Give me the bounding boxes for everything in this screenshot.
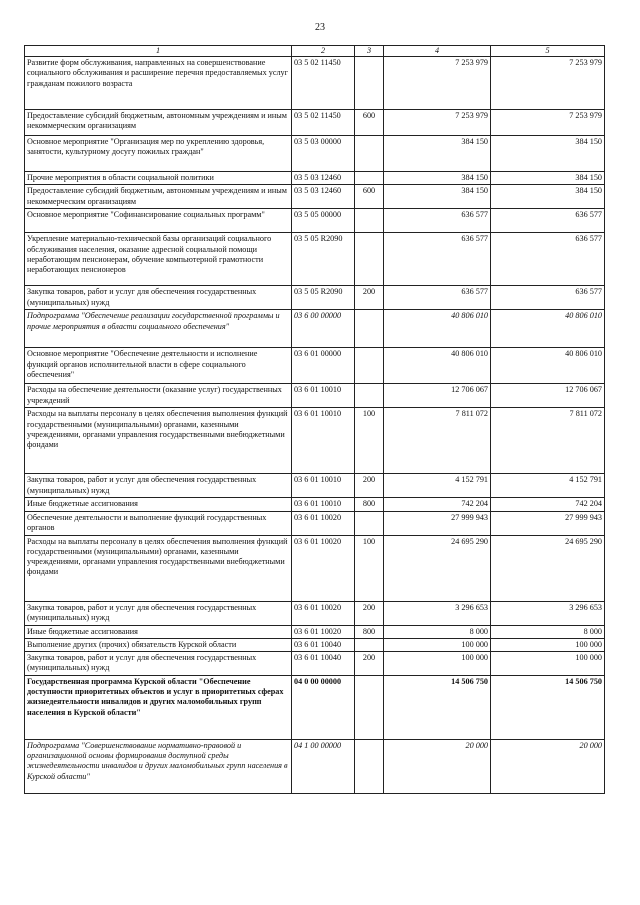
row-amount-1: 14 506 750 xyxy=(384,676,491,740)
row-name: Предоставление субсидий бюджетным, автономным учреждениям и иным некоммерческим организациям xyxy=(25,110,292,136)
row-name: Прочие мероприятия в области социальной политики xyxy=(25,172,292,185)
row-name: Расходы на выплаты персоналу в целях обеспечения выполнения функций государственными (муниципальными) органами, казенными учреждениями, органами управления государственными внебюджетными фондами xyxy=(25,535,292,601)
row-amount-1: 8 000 xyxy=(384,625,491,638)
row-amount-2: 384 150 xyxy=(491,172,605,185)
row-amount-1: 3 296 653 xyxy=(384,601,491,625)
row-code: 03 6 01 10010 xyxy=(292,408,355,474)
row-expense-type xyxy=(355,172,384,185)
row-amount-1: 20 000 xyxy=(384,740,491,794)
row-code: 03 5 05 R2090 xyxy=(292,233,355,286)
row-name: Основное мероприятие "Обеспечение деятельности и исполнение функций органов исполнительной власти в сфере социального обеспечения" xyxy=(25,348,292,384)
row-name: Расходы на обеспечение деятельности (оказание услуг) государственных учреждений xyxy=(25,384,292,408)
row-amount-2: 742 204 xyxy=(491,498,605,511)
row-expense-type xyxy=(355,209,384,233)
row-expense-type: 100 xyxy=(355,535,384,601)
row-expense-type xyxy=(355,676,384,740)
row-amount-1: 636 577 xyxy=(384,233,491,286)
row-amount-2: 8 000 xyxy=(491,625,605,638)
row-amount-2: 24 695 290 xyxy=(491,535,605,601)
row-code: 03 6 00 00000 xyxy=(292,310,355,348)
row-amount-2: 3 296 653 xyxy=(491,601,605,625)
row-amount-1: 40 806 010 xyxy=(384,310,491,348)
row-code: 03 6 01 10010 xyxy=(292,498,355,511)
row-amount-1: 636 577 xyxy=(384,286,491,310)
row-name: Закупка товаров, работ и услуг для обеспечения государственных (муниципальных) нужд xyxy=(25,474,292,498)
table-row xyxy=(25,286,605,310)
row-amount-2: 12 706 067 xyxy=(491,384,605,408)
row-name: Предоставление субсидий бюджетным, автономным учреждениям и иным некоммерческим организациям xyxy=(25,185,292,209)
row-expense-type xyxy=(355,136,384,172)
row-name: Обеспечение деятельности и выполнение функций государственных органов xyxy=(25,511,292,535)
row-expense-type: 100 xyxy=(355,408,384,474)
row-amount-2: 636 577 xyxy=(491,209,605,233)
row-amount-1: 384 150 xyxy=(384,185,491,209)
row-amount-1: 636 577 xyxy=(384,209,491,233)
row-amount-2: 384 150 xyxy=(491,185,605,209)
table-row xyxy=(25,172,605,185)
row-amount-1: 384 150 xyxy=(384,136,491,172)
row-code: 03 6 01 10020 xyxy=(292,625,355,638)
row-code: 03 5 02 11450 xyxy=(292,57,355,110)
table-row xyxy=(25,638,605,651)
row-code: 03 5 05 00000 xyxy=(292,209,355,233)
header-amount-1: 4 xyxy=(384,46,491,57)
table-row xyxy=(25,535,605,601)
row-name: Основное мероприятие "Организация мер по укреплению здоровья, занятости, культурному досугу пожилых граждан" xyxy=(25,136,292,172)
row-code: 03 6 01 10010 xyxy=(292,384,355,408)
page-number: 23 xyxy=(315,22,325,33)
row-amount-1: 12 706 067 xyxy=(384,384,491,408)
row-amount-1: 27 999 943 xyxy=(384,511,491,535)
row-name: Закупка товаров, работ и услуг для обеспечения государственных (муниципальных) нужд xyxy=(25,652,292,676)
row-amount-2: 100 000 xyxy=(491,638,605,651)
row-name: Основное мероприятие "Софинансирование социальных программ" xyxy=(25,209,292,233)
table-row xyxy=(25,474,605,498)
row-amount-2: 7 811 072 xyxy=(491,408,605,474)
row-amount-2: 40 806 010 xyxy=(491,310,605,348)
row-expense-type: 200 xyxy=(355,652,384,676)
row-code: 03 6 01 10020 xyxy=(292,511,355,535)
row-name: Подпрограмма "Обеспечение реализации государственной программы и прочие мероприятия в области социального обеспечения" xyxy=(25,310,292,348)
row-amount-1: 742 204 xyxy=(384,498,491,511)
row-amount-2: 7 253 979 xyxy=(491,110,605,136)
row-expense-type: 200 xyxy=(355,601,384,625)
row-code: 04 1 00 00000 xyxy=(292,740,355,794)
row-name: Иные бюджетные ассигнования xyxy=(25,625,292,638)
row-amount-2: 14 506 750 xyxy=(491,676,605,740)
row-amount-1: 100 000 xyxy=(384,652,491,676)
row-code: 03 5 03 12460 xyxy=(292,172,355,185)
row-amount-1: 100 000 xyxy=(384,638,491,651)
row-expense-type: 600 xyxy=(355,185,384,209)
row-expense-type xyxy=(355,511,384,535)
row-expense-type: 200 xyxy=(355,474,384,498)
row-name: Иные бюджетные ассигнования xyxy=(25,498,292,511)
budget-table xyxy=(24,45,605,794)
table-row xyxy=(25,625,605,638)
table-row xyxy=(25,185,605,209)
row-code: 03 5 03 12460 xyxy=(292,185,355,209)
row-expense-type: 800 xyxy=(355,498,384,511)
header-name: 1 xyxy=(25,46,292,57)
row-amount-2: 40 806 010 xyxy=(491,348,605,384)
row-expense-type xyxy=(355,57,384,110)
row-code: 03 6 01 00000 xyxy=(292,348,355,384)
row-expense-type xyxy=(355,348,384,384)
row-expense-type xyxy=(355,310,384,348)
table-row xyxy=(25,209,605,233)
row-amount-2: 20 000 xyxy=(491,740,605,794)
row-amount-1: 24 695 290 xyxy=(384,535,491,601)
table-row xyxy=(25,384,605,408)
row-expense-type: 600 xyxy=(355,110,384,136)
row-amount-2: 7 253 979 xyxy=(491,57,605,110)
row-name: Расходы на выплаты персоналу в целях обеспечения выполнения функций государственными (муниципальными) органами, казенными учреждениями, органами управления государственными внебюджетными фондами xyxy=(25,408,292,474)
row-amount-2: 384 150 xyxy=(491,136,605,172)
row-expense-type xyxy=(355,384,384,408)
header-amount-2: 5 xyxy=(491,46,605,57)
row-expense-type xyxy=(355,233,384,286)
table-row xyxy=(25,740,605,794)
row-name: Государственная программа Курской области "Обеспечение доступности приоритетных объектов и услуг в приоритетных сферах жизнедеятельности инвалидов и других маломобильных групп населения в Курской области" xyxy=(25,676,292,740)
row-name: Закупка товаров, работ и услуг для обеспечения государственных (муниципальных) нужд xyxy=(25,601,292,625)
table-row xyxy=(25,498,605,511)
table-row xyxy=(25,652,605,676)
row-code: 03 5 05 R2090 xyxy=(292,286,355,310)
table-row xyxy=(25,110,605,136)
row-code: 03 5 02 11450 xyxy=(292,110,355,136)
row-code: 03 5 03 00000 xyxy=(292,136,355,172)
table-row xyxy=(25,136,605,172)
row-amount-2: 100 000 xyxy=(491,652,605,676)
row-name: Закупка товаров, работ и услуг для обеспечения государственных (муниципальных) нужд xyxy=(25,286,292,310)
row-amount-1: 4 152 791 xyxy=(384,474,491,498)
row-code: 03 6 01 10040 xyxy=(292,652,355,676)
row-expense-type: 800 xyxy=(355,625,384,638)
row-amount-1: 7 811 072 xyxy=(384,408,491,474)
table-row xyxy=(25,676,605,740)
header-expense-type: 3 xyxy=(355,46,384,57)
row-code: 03 6 01 10020 xyxy=(292,601,355,625)
row-name: Укрепление материально-технической базы организаций социального обслуживания населения, оказание адресной социальной помощи неработающим пенсионерам, обучение компьютерной грамотности неработающих пенсионеров xyxy=(25,233,292,286)
row-amount-2: 636 577 xyxy=(491,233,605,286)
row-code: 03 6 01 10020 xyxy=(292,535,355,601)
header-code: 2 xyxy=(292,46,355,57)
table-row xyxy=(25,233,605,286)
row-expense-type xyxy=(355,638,384,651)
table-row xyxy=(25,310,605,348)
row-amount-2: 27 999 943 xyxy=(491,511,605,535)
row-name: Развитие форм обслуживания, направленных на совершенствование социального обслуживания и расширение перечня предоставляемых услуг гражданам пожилого возраста xyxy=(25,57,292,110)
row-expense-type xyxy=(355,740,384,794)
row-amount-1: 40 806 010 xyxy=(384,348,491,384)
row-expense-type: 200 xyxy=(355,286,384,310)
table-row xyxy=(25,57,605,110)
row-name: Выполнение других (прочих) обязательств Курской области xyxy=(25,638,292,651)
table-row xyxy=(25,511,605,535)
table-row xyxy=(25,408,605,474)
row-name: Подпрограмма "Совершенствование нормативно-правовой и организационной основы формирования доступной среды жизнедеятельности инвалидов и других маломобильных групп населения в Курской области" xyxy=(25,740,292,794)
row-amount-1: 7 253 979 xyxy=(384,57,491,110)
header-row xyxy=(25,46,605,57)
row-amount-2: 636 577 xyxy=(491,286,605,310)
row-amount-1: 7 253 979 xyxy=(384,110,491,136)
row-amount-1: 384 150 xyxy=(384,172,491,185)
table-row xyxy=(25,601,605,625)
row-code: 03 6 01 10010 xyxy=(292,474,355,498)
table-row xyxy=(25,348,605,384)
row-code: 03 6 01 10040 xyxy=(292,638,355,651)
row-amount-2: 4 152 791 xyxy=(491,474,605,498)
row-code: 04 0 00 00000 xyxy=(292,676,355,740)
